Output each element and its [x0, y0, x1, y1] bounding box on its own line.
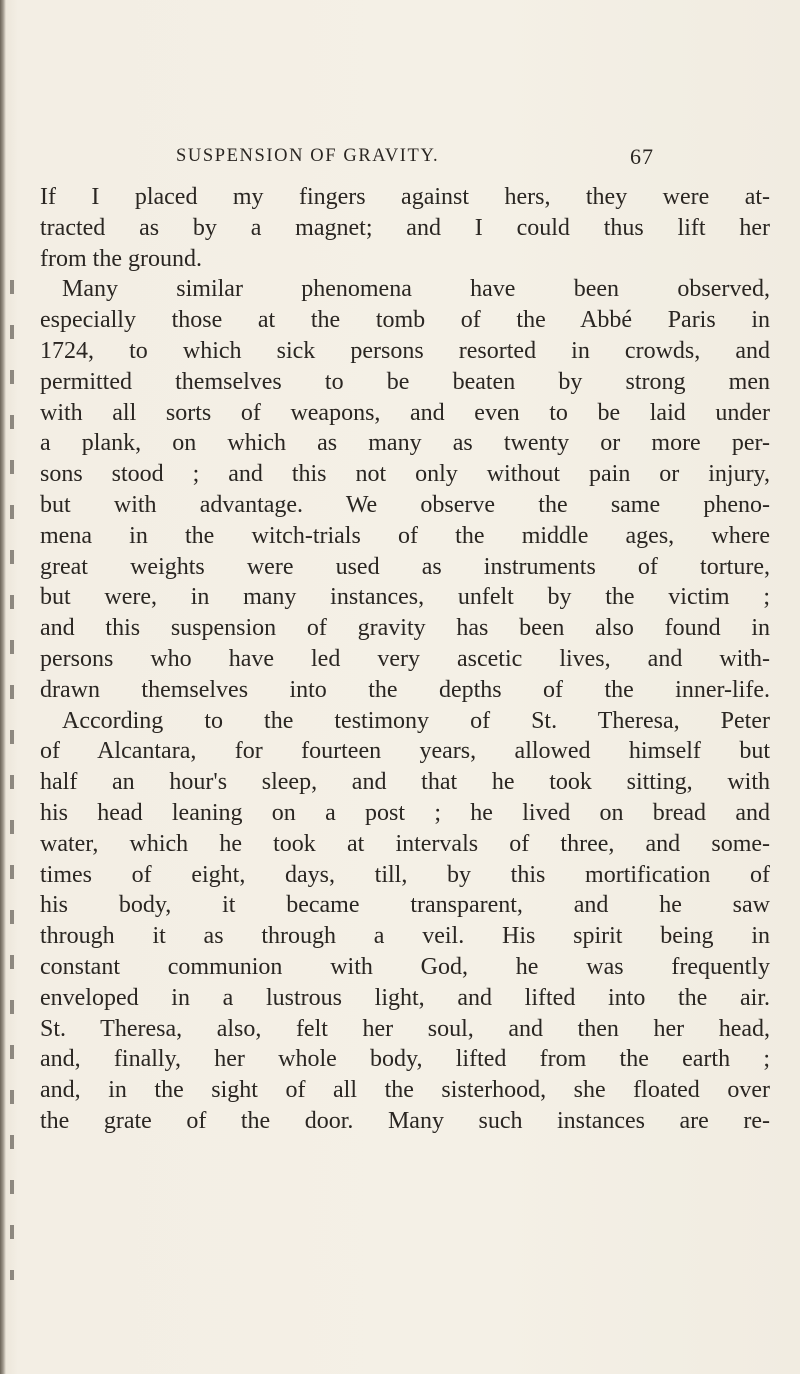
text-line: with all sorts of weapons, and even to be laid under: [40, 399, 770, 426]
page-number: 67: [630, 144, 654, 169]
text-line: and, in the sight of all the sisterhood, she floated over: [40, 1077, 770, 1104]
text-line: of Alcantara, for fourteen years, allowed himself but: [40, 738, 770, 765]
text-line: drawn themselves into the depths of the inner-life.: [40, 676, 770, 703]
text-line: times of eight, days, till, by this mortification of: [40, 861, 770, 888]
body-text: [40, 182, 770, 1137]
text-line: from the ground.: [40, 245, 202, 272]
running-head: SUSPENSION OF GRAVITY.: [176, 146, 440, 166]
text-line: According to the testimony of St. Theresa, Peter: [62, 707, 770, 734]
text-line: sons stood ; and this not only without pain or injury,: [40, 461, 770, 488]
text-line: 1724, to which sick persons resorted in crowds, and: [40, 337, 770, 364]
text-line: but with advantage. We observe the same pheno-: [40, 491, 770, 518]
text-line: If I placed my fingers against hers, they were at-: [40, 184, 770, 210]
text-line: mena in the witch-trials of the middle ages, where: [40, 522, 770, 549]
text-line: St. Theresa, also, felt her soul, and then her head,: [40, 1015, 770, 1042]
text-line: through it as through a veil. His spirit being in: [40, 923, 770, 950]
text-line: especially those at the tomb of the Abbé Paris in: [40, 307, 770, 334]
text-line: enveloped in a lustrous light, and lifted into the air.: [40, 984, 770, 1011]
text-line: permitted themselves to be beaten by strong men: [40, 368, 770, 395]
text-line: his head leaning on a post ; he lived on bread and: [40, 799, 770, 826]
text-line: persons who have led very ascetic lives, and with-: [40, 645, 770, 672]
text-line: constant communion with God, he was frequently: [40, 953, 770, 980]
page-binding-marks: [10, 280, 14, 1280]
text-line: the grate of the door. Many such instances are re-: [40, 1107, 770, 1134]
text-line: but were, in many instances, unfelt by the victim ;: [40, 584, 770, 611]
text-line: a plank, on which as many as twenty or more per-: [40, 430, 770, 457]
text-line: great weights were used as instruments of torture,: [40, 553, 770, 580]
text-line: and this suspension of gravity has been also found in: [40, 615, 770, 642]
text-line: and, finally, her whole body, lifted from the earth ;: [40, 1046, 770, 1073]
text-line: water, which he took at intervals of three, and some-: [40, 830, 770, 857]
text-line: half an hour's sleep, and that he took sitting, with: [40, 769, 770, 796]
text-line: Many similar phenomena have been observed,: [62, 276, 770, 303]
page-header: [176, 146, 654, 176]
text-line: his body, it became transparent, and he saw: [40, 892, 770, 919]
text-line: tracted as by a magnet; and I could thus lift her: [40, 214, 770, 241]
page-binding-edge: [0, 0, 6, 1374]
